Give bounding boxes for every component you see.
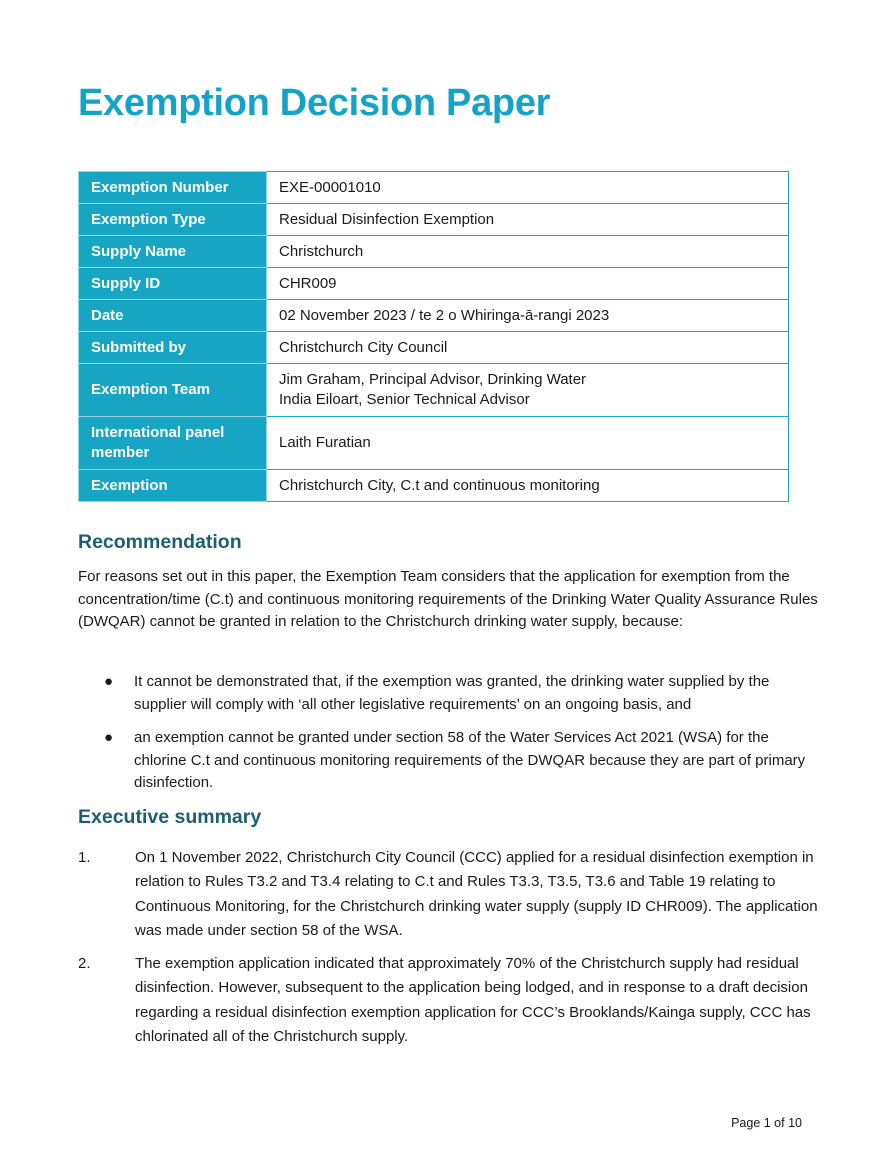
- exemption-details-table: [78, 171, 789, 502]
- bullet-text: It cannot be demonstrated that, if the exemption was granted, the drinking water supplied by the supplier will comply with ‘all other legislative requirements’ on an ongoing basis, and: [134, 673, 770, 713]
- item-text: The exemption application indicated that approximately 70% of the Christchurch supply had residual disinfection. However, subsequent to the application being lodged, and in response to a draft decision regarding a residual disinfection exemption application for CCC’s Brooklands/Kainga supply, CCC has chlorinated all of the Christchurch supply.: [135, 955, 811, 1045]
- row-value-text: Laith Furatian: [279, 434, 371, 451]
- row-label: Supply Name: [79, 236, 267, 268]
- table-row: [79, 172, 789, 204]
- row-value-text: Christchurch City, C.t and continuous monitoring: [279, 476, 600, 494]
- row-label: Exemption: [79, 470, 267, 502]
- row-value: [267, 364, 789, 417]
- bullet-icon: ●: [104, 673, 114, 690]
- row-value-text: Christchurch: [279, 242, 364, 260]
- row-label: Exemption Type: [79, 204, 267, 236]
- table-row: [79, 417, 789, 470]
- row-value-text: Residual Disinfection Exemption: [279, 210, 495, 228]
- table-row: [79, 300, 789, 332]
- row-value-text: CHR009: [279, 274, 337, 292]
- row-value: [267, 470, 789, 502]
- row-value: [267, 172, 789, 204]
- list-item: [104, 671, 810, 716]
- item-number: 1.: [78, 849, 91, 866]
- page-title: Exemption Decision Paper: [78, 82, 551, 124]
- table-row: [79, 332, 789, 364]
- row-value: [267, 236, 789, 268]
- page-number: Page 1 of 10: [731, 1116, 802, 1130]
- row-value-text: India Eiloart, Senior Technical Advisor: [279, 391, 530, 408]
- bullet-text: an exemption cannot be granted under section 58 of the Water Services Act 2021 (WSA) for the chlorine C.t and continuous monitoring requirements of the DWQAR because they are part of primary disinfection.: [134, 729, 806, 792]
- list-item: [104, 727, 810, 795]
- row-value-text: EXE-00001010: [279, 178, 381, 196]
- row-label: Submitted by: [79, 332, 267, 364]
- row-label: Supply ID: [79, 268, 267, 300]
- row-label: Exemption Number: [79, 172, 267, 204]
- table-row: [79, 236, 789, 268]
- recommendation-heading: Recommendation: [78, 531, 242, 553]
- table-row: [79, 204, 789, 236]
- row-value-text: Jim Graham, Principal Advisor, Drinking Water: [279, 371, 587, 388]
- row-value: [267, 417, 789, 470]
- bullet-icon: ●: [104, 729, 114, 746]
- executive-summary-heading: Executive summary: [78, 806, 262, 828]
- item-number: 2.: [78, 955, 91, 972]
- row-value: [267, 332, 789, 364]
- row-value-text: Christchurch City Council: [279, 338, 448, 356]
- list-item: [78, 952, 818, 1049]
- table-row: [79, 268, 789, 300]
- row-value: [267, 268, 789, 300]
- recommendation-intro: For reasons set out in this paper, the Exemption Team considers that the application for exemption from the concentration/time (C.t) and continuous monitoring requirements of the Drinking Water Quality Assurance Rules (DWQAR) cannot be granted in relation to the Christchurch drinking water supply, because:: [78, 568, 818, 631]
- table-row: [79, 470, 789, 502]
- row-label: Exemption Team: [79, 364, 267, 417]
- row-label: International panel member: [79, 417, 267, 470]
- row-value: [267, 204, 789, 236]
- list-item: [78, 846, 818, 943]
- row-value-text: 02 November 2023 / te 2 o Whiringa-ā-rangi 2023: [279, 306, 610, 324]
- table-row: [79, 364, 789, 417]
- item-text: On 1 November 2022, Christchurch City Council (CCC) applied for a residual disinfection exemption in relation to Rules T3.2 and T3.4 relating to C.t and Rules T3.3, T3.5, T3.6 and Table 19 relating to Continuous Monitoring, for the Christchurch drinking water supply (supply ID CHR009). The application was made under section 58 of the WSA.: [135, 849, 818, 939]
- row-value: [267, 300, 789, 332]
- row-label: Date: [79, 300, 267, 332]
